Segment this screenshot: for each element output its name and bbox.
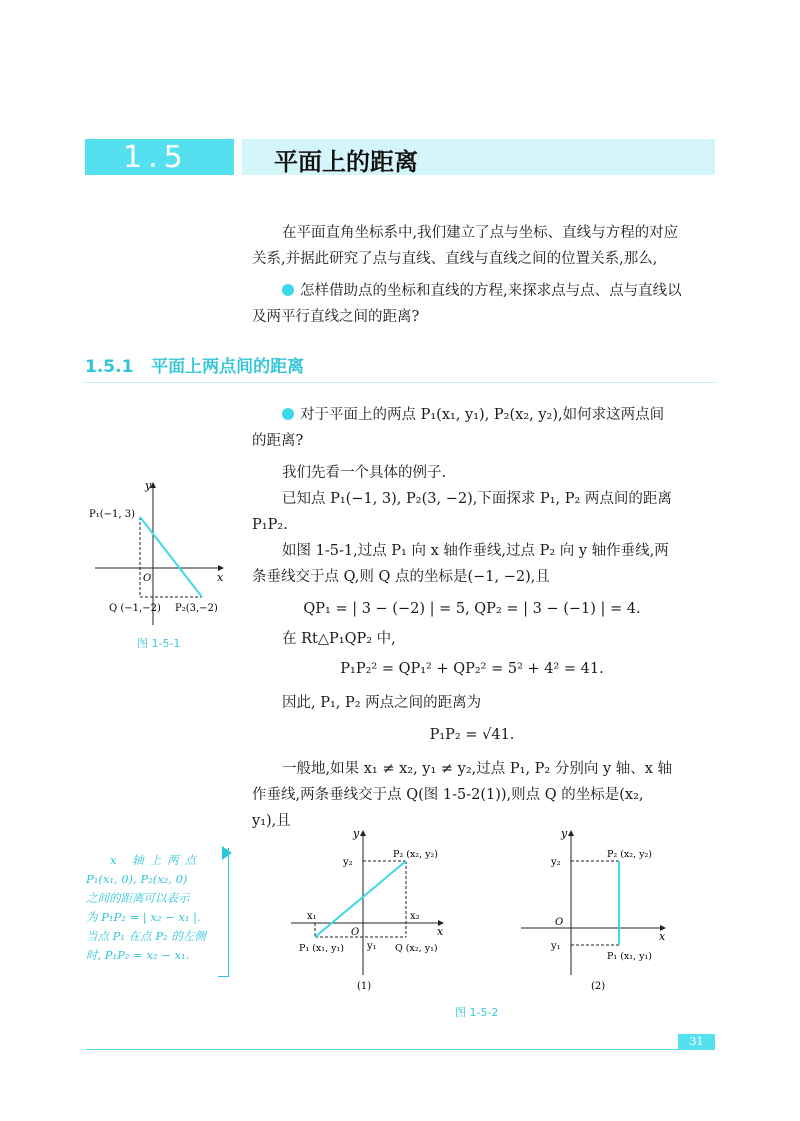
point-p1-label: P₁ (x₁, y₁): [299, 943, 345, 954]
intro-line: 关系,并据此研究了点与直线、直线与直线之间的位置关系,那么,: [252, 251, 658, 267]
paragraph-cont: P₁P₂.: [252, 517, 288, 533]
x-label: x: [659, 930, 666, 943]
y-label: y: [561, 827, 568, 840]
y-label: y: [145, 479, 152, 492]
y-label: y: [353, 827, 360, 840]
section-title-banner: [242, 139, 715, 175]
note-line: 时, P₁P₂ = x₂ − x₁.: [86, 948, 190, 962]
note-line: 当点 P₁ 在点 P₂ 的左侧: [86, 929, 206, 943]
point-q-label: Q (−1,−2): [109, 603, 161, 614]
figure-caption: 图 1-5-1: [137, 637, 181, 650]
paragraph: 在 Rt△P₁QP₂ 中,: [282, 631, 396, 647]
divider: [85, 382, 715, 383]
subsection-number: 1.5.1: [85, 357, 134, 377]
subsection-heading: [85, 352, 304, 377]
equation: P₁P₂ = √41.: [429, 727, 515, 743]
origin-label: O: [351, 927, 360, 938]
paragraph: 因此, P₁, P₂ 两点之间的距离为: [282, 695, 482, 711]
tick-y2: y₂: [343, 857, 353, 868]
segment-p1p2: [140, 517, 202, 597]
tick-y1: y₁: [551, 941, 561, 952]
note-line: P₁(x₁, 0), P₂(x₂, 0): [86, 872, 188, 886]
section-number: 1.5: [123, 140, 189, 175]
paragraph: 如图 1-5-1,过点 P₁ 向 x 轴作垂线,过点 P₂ 向 y 轴作垂线,两: [282, 543, 669, 559]
point-p1-label: P₁ (x₁, y₁): [607, 951, 653, 962]
question-bullet-icon: [282, 284, 294, 296]
paragraph-cont: 作垂线,两条垂线交于点 Q(图 1-5-2(1)),则点 Q 的坐标是(x₂,: [252, 787, 644, 803]
margin-note: [86, 851, 216, 965]
note-line: 为 P₁P₂ = | x₂ − x₁ |.: [86, 910, 201, 924]
paragraph-cont: y₁),且: [252, 813, 291, 829]
section-number-banner: [85, 139, 234, 175]
point-q-label: Q (x₂, y₁): [395, 943, 438, 954]
paragraph-cont: 条垂线交于点 Q,则 Q 点的坐标是(−1, −2),且: [252, 569, 550, 585]
figure-1-5-1: [85, 475, 245, 655]
figure-1-5-2-2: [515, 825, 685, 995]
segment-p1p2: [315, 861, 406, 937]
tick-y1: y₁: [367, 941, 377, 952]
note-bracket: [218, 848, 229, 977]
intro-line: 在平面直角坐标系中,我们建立了点与坐标、直线与方程的对应: [282, 225, 679, 241]
section-title: 平面上的距离: [274, 147, 418, 176]
note-line: x 轴上两点: [110, 853, 203, 867]
intro-question: 怎样借助点的坐标和直线的方程,来探求点与点、点与直线以: [300, 283, 682, 299]
paragraph: 我们先看一个具体的例子.: [282, 465, 447, 481]
origin-label: O: [143, 573, 152, 584]
tick-x1: x₁: [307, 911, 317, 922]
paragraph: 一般地,如果 x₁ ≠ x₂, y₁ ≠ y₂,过点 P₁, P₂ 分别向 y 轴、x 轴: [282, 761, 673, 777]
equation: QP₁ = | 3 − (−2) | = 5, QP₂ = | 3 − (−1) | = 4.: [303, 601, 641, 617]
paragraph: 已知点 P₁(−1, 3), P₂(3, −2),下面探求 P₁, P₂ 两点间的距离: [282, 491, 672, 507]
page-number: 31: [678, 1034, 715, 1050]
note-line: 之间的距离可以表示: [86, 891, 190, 905]
intro-question-cont: 及两平行直线之间的距离?: [252, 309, 420, 325]
tick-y2: y₂: [551, 857, 561, 868]
intro-paragraph: [252, 220, 722, 330]
subfigure-tag: (1): [357, 981, 372, 992]
question-2-cont: 的距离?: [252, 433, 304, 449]
point-p2-label: P₂ (x₂, y₂): [393, 849, 439, 860]
question-2: 对于平面上的两点 P₁(x₁, y₁), P₂(x₂, y₂),如何求这两点间: [300, 407, 665, 423]
origin-label: O: [555, 917, 564, 928]
point-p2-label: P₂(3,−2): [175, 603, 218, 614]
body-text: [252, 402, 722, 834]
tick-x2: x₂: [410, 911, 420, 922]
x-label: x: [217, 571, 224, 584]
point-p1-label: P₁(−1, 3): [89, 509, 136, 520]
subsection-title: 平面上两点间的距离: [151, 357, 305, 377]
x-label: x: [437, 925, 444, 938]
subfigure-tag: (2): [591, 981, 606, 992]
figure-1-5-2-1: [285, 825, 455, 995]
question-bullet-icon: [282, 408, 294, 420]
equation: P₁P₂² = QP₁² + QP₂² = 5² + 4² = 41.: [340, 661, 604, 677]
point-p2-label: P₂ (x₂, y₂): [607, 849, 653, 860]
figure-caption: 图 1-5-2: [455, 1006, 499, 1019]
footer-rule: [85, 1049, 715, 1050]
note-arrow-icon: [222, 846, 232, 860]
